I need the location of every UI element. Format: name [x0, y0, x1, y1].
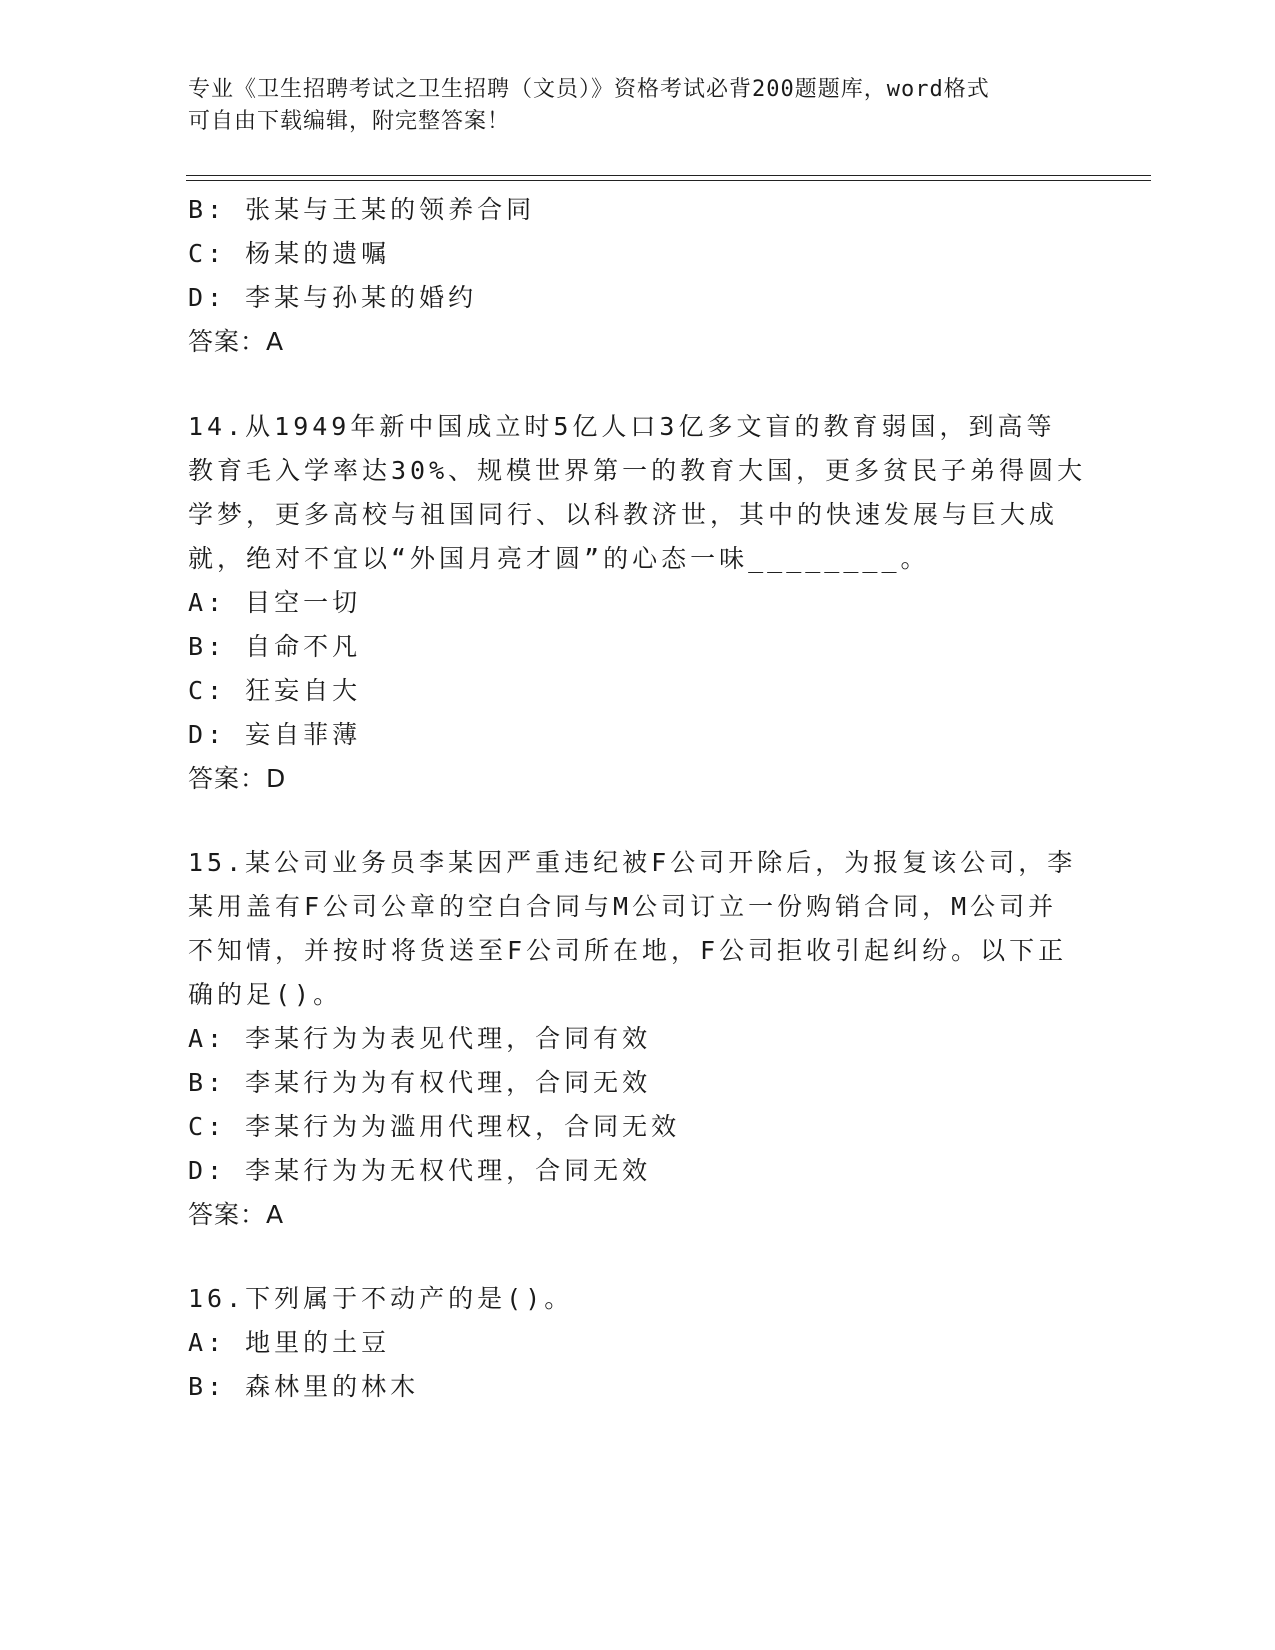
header-divider-top — [186, 175, 1151, 176]
q14-option-a: A: 目空一切 — [188, 588, 362, 617]
header-line-2: 可自由下载编辑，附完整答案！ — [188, 109, 511, 134]
q14-option-c: C: 狂妄自大 — [188, 676, 362, 705]
header-divider-bottom — [186, 180, 1151, 181]
q14-option-d: D: 妄自菲薄 — [188, 720, 362, 749]
q14-stem-line-1: 14.从1949年新中国成立时5亿人口3亿多文盲的教育弱国，到高等 — [188, 412, 1056, 441]
document-header — [188, 74, 1068, 138]
q14-answer: 答案：D — [188, 764, 287, 793]
q13-option-d: D: 李某与孙某的婚约 — [188, 283, 478, 312]
q14-stem-line-2: 教育毛入学率达30%、规模世界第一的教育大国，更多贫民子弟得圆大 — [188, 456, 1087, 485]
q15-option-c: C: 李某行为为滥用代理权，合同无效 — [188, 1112, 681, 1141]
q16-option-a: A: 地里的土豆 — [188, 1328, 391, 1357]
q13-option-b: B: 张某与王某的领养合同 — [188, 195, 536, 224]
q14-option-b: B: 自命不凡 — [188, 632, 362, 661]
q15-option-a: A: 李某行为为表见代理，合同有效 — [188, 1024, 652, 1053]
q15-answer: 答案：A — [188, 1200, 285, 1229]
q15-stem-line-4: 确的足()。 — [188, 980, 343, 1009]
q13-option-c: C: 杨某的遗嘱 — [188, 239, 391, 268]
q15-stem-line-2: 某用盖有F公司公章的空白合同与M公司订立一份购销合同，M公司并 — [188, 892, 1058, 921]
q13-answer: 答案：A — [188, 327, 285, 356]
header-line-1: 专业《卫生招聘考试之卫生招聘（文员）》资格考试必背200题题库，word格式 — [188, 77, 990, 102]
q14-stem-line-4: 就，绝对不宜以“外国月亮才圆”的心态一味________。 — [188, 544, 930, 573]
q15-option-b: B: 李某行为为有权代理，合同无效 — [188, 1068, 652, 1097]
q15-stem-line-1: 15.某公司业务员李某因严重违纪被F公司开除后，为报复该公司，李 — [188, 848, 1077, 877]
q15-option-d: D: 李某行为为无权代理，合同无效 — [188, 1156, 652, 1185]
q15-stem-line-3: 不知情，并按时将货送至F公司所在地，F公司拒收引起纠纷。以下正 — [188, 936, 1068, 965]
q16-option-b: B: 森林里的林木 — [188, 1372, 420, 1401]
q14-stem-line-3: 学梦，更多高校与祖国同行、以科教济世，其中的快速发展与巨大成 — [188, 500, 1059, 529]
q16-stem: 16.下列属于不动产的是()。 — [188, 1284, 574, 1313]
